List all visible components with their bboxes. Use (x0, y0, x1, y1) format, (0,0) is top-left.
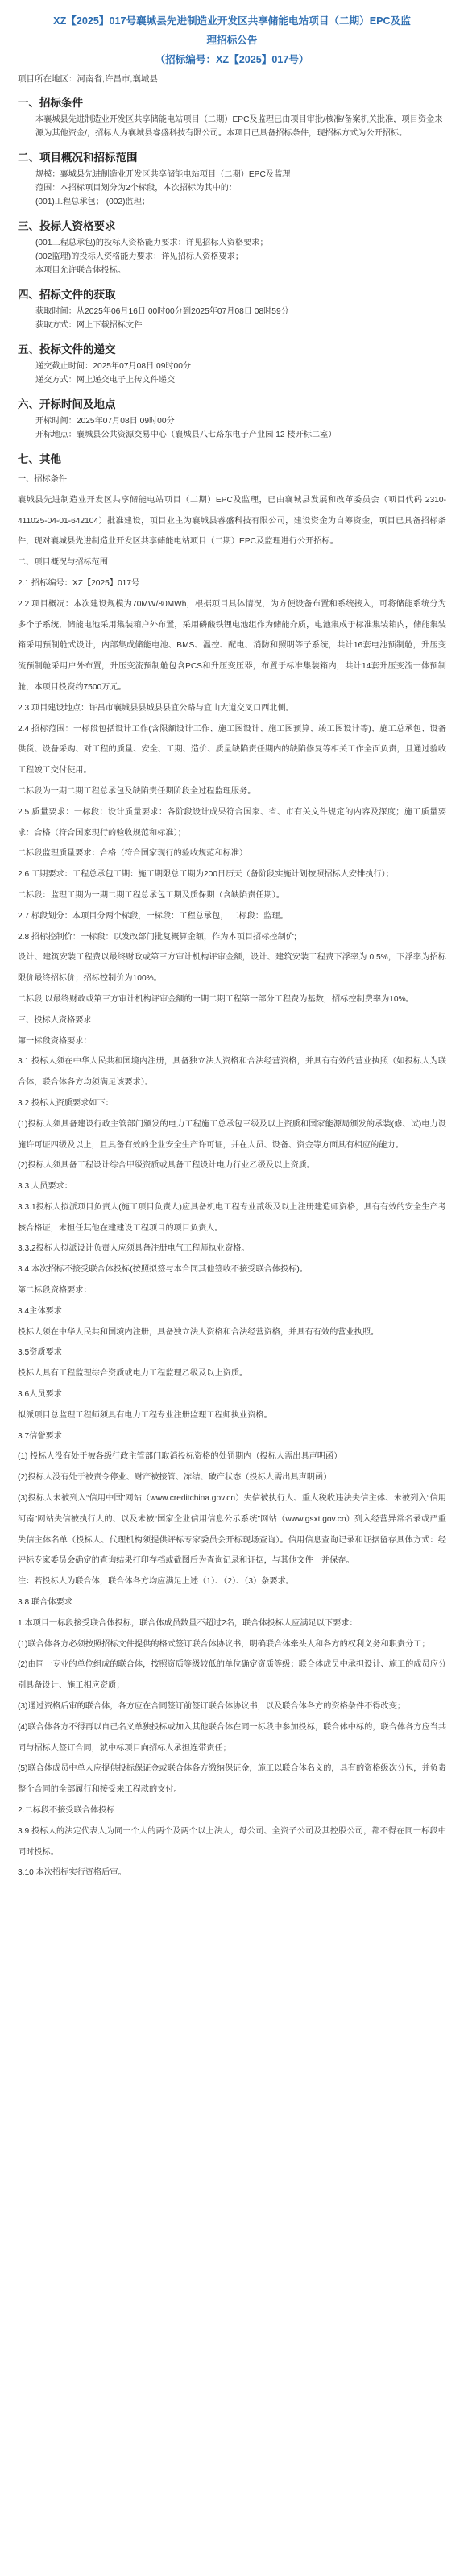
section-heading-6: 六、开标时间及地点 (18, 398, 116, 410)
other-paragraph: 2.7 标段划分：本项目分两个标段，一标段：工程总承包， 二标段：监理。 (18, 911, 288, 921)
other-paragraph: 一、招标条件 (18, 475, 68, 484)
section-4-rows (18, 305, 446, 332)
other-paragraph: (2)投标人没有处于被责令停业、财产被接管、冻结、破产状态（投标人需出具声明函） (18, 1473, 332, 1483)
other-paragraph: 三、投标人资格要求 (18, 1015, 92, 1025)
other-paragraph: (5)联合体成员中单人应提供投标保证金或联合体各方缴纳保证金，施工以联合体名义的，具有的资格级次分包，并负责整个合同的全部履行和接受来工程款的支付。 (18, 1764, 447, 1795)
other-paragraph: 1.本项目一标段接受联合体投标，联合体成员数量不超过2名，联合体投标人应满足以下要求： (18, 1618, 358, 1628)
section-heading-5: 五、投标文件的递交 (18, 343, 116, 356)
section-heading-1: 一、招标条件 (18, 97, 83, 109)
other-paragraph: (1)联合体各方必须按照招标文件提供的格式签订联合体协议书，明确联合体牵头人和各方的权利义务和职责分工； (18, 1639, 430, 1649)
section-heading-7: 七、其他 (18, 453, 61, 465)
other-paragraph: 3.3.2投标人拟派设计负责人应须具备注册电气工程师执业资格。 (18, 1244, 250, 1254)
section-6-rows (18, 414, 446, 442)
other-paragraph: (4)联合体各方不得再以自己名义单独投标或加入其他联合体在同一标段中参加投标，联合体中标的，联合体各方应当共同与招标人签订合同，就中标项目向招标人承担连带责任； (18, 1722, 447, 1753)
section-5-rows (18, 360, 446, 387)
other-paragraph: 襄城县先进制造业开发区共享储能电站项目（二期）EPC及监理，已由襄城县发展和改革委员会（项目代码 2310-411025-04-01-642104）批准建设，项目业主为襄城县睿盛科技有限公司，建设资金为自筹资金，项目已具备招标条件，现对襄城县先进制造业开发区共享储能电站项目（二期）EPC及监理进行公开招标。 (18, 495, 446, 547)
other-paragraph: 3.5资质要求 (18, 1348, 62, 1358)
other-paragraph: 3.10 本次招标实行资格后审。 (18, 1868, 126, 1878)
other-paragraph: 3.8 联合体要求 (18, 1598, 72, 1608)
section-3-rows (18, 236, 446, 277)
other-paragraph: 二标段 以最终财政或第三方审计机构评审金额的一期二期工程第一部分工程费为基数，招标控制费率为10%。 (18, 994, 414, 1004)
qualification-row: (001工程总承包)的投标人资格能力要求：详见招标人资格要求； (35, 239, 268, 248)
other-paragraph: 二、项目概况与招标范围 (18, 558, 109, 568)
other-paragraph: (2)投标人须具备工程设计综合甲级资质或具备工程设计电力行业乙级及以上资质。 (18, 1161, 316, 1171)
scope-row: 规模：襄城县先进制造业开发区共享储能电站项目（二期）EPC及监理 (35, 170, 291, 179)
title-line-2: 理招标公告 (206, 35, 258, 46)
other-section-body (18, 469, 446, 1883)
project-location: 项目所在地区：河南省,许昌市,襄城县 (18, 74, 158, 84)
other-paragraph: 二标段：监理工期为一期二期工程总承包工期及质保期（含缺陷责任期）。 (18, 890, 285, 900)
other-paragraph: 2.二标段不接受联合体投标 (18, 1806, 115, 1815)
other-paragraph: 2.5 质量要求：一标段：设计质量要求：各阶段设计成果符合国家、省、市有关文件规定的内容及深度；施工质量要求：合格（符合国家现行的验收规范和标准）； (18, 807, 446, 838)
other-paragraph: 2.3 项目建设地点：许昌市襄城县县城县县宜公路与宜山大道交叉口西北侧。 (18, 703, 294, 713)
other-paragraph: 二标段为一期二期工程总承包及缺陷责任期阶段全过程监理服务。 (18, 786, 256, 796)
other-paragraph: 第二标段资格要求： (18, 1286, 92, 1296)
other-paragraph: 设计、建筑安装工程费以最终财政或第三方审计机构评审金额，设计、建筑安装工程费下浮率为 0.5%，下浮率为招标限价最终招标价；招标控制价为100%。 (18, 953, 446, 984)
other-paragraph: 第一标段资格要求： (18, 1036, 92, 1046)
other-paragraph: (1)投标人须具备建设行政主管部门颁发的电力工程施工总承包三级及以上资质和国家能源局颁发的承装(修、试)电力设施许可证四级及以上，且具备有效的企业安全生产许可证，并在人员、设备、资金等方面具有相应的能力。 (18, 1119, 446, 1150)
other-paragraph: 3.6人员要求 (18, 1390, 62, 1400)
other-paragraph: 3.2 投标人资质要求如下： (18, 1098, 114, 1108)
other-paragraph: 3.4 本次招标不接受联合体投标(按照拟签与本合同其他签收不接受联合体投标)。 (18, 1265, 308, 1275)
other-paragraph: 投标人须在中华人民共和国境内注册，具备独立法人资格和合法经营资格，并具有有效的营业执照。 (18, 1327, 379, 1337)
section-heading-3: 三、投标人资格要求 (18, 220, 116, 232)
section-2-rows (18, 168, 446, 209)
other-paragraph: 3.3 人员要求： (18, 1182, 72, 1192)
other-paragraph: (3)投标人未被列入“信用中国”网站（www.creditchina.gov.cn）失信被执行人、重大税收违法失信主体、未被列入“信用河南”网站失信被执行人的、以及未被“国家企业信用信息公示系统”网站（www.gsxt.gov.cn）列入经营异常名录或严重失信主体名单（投标人、代理机构须提供评标专家委员会开标现场查询）。信用信息查询记录和证据留存具体方式：经评标专家委员会确定的查询结果打印存档或截图后为查询记录和证据，与其他文件一并保存。 (18, 1494, 446, 1566)
opening-time: 开标时间：2025年07月08日 09时00分 (35, 417, 175, 426)
section-heading-4: 四、招标文件的获取 (18, 289, 116, 301)
page-title (18, 11, 446, 69)
obtain-time: 获取时间：从2025年06月16日 00时00分到2025年07月08日 08时59分 (35, 307, 289, 316)
section-heading-2: 二、项目概况和招标范围 (18, 152, 138, 164)
submission-deadline: 递交截止时间：2025年07月08日 09时00分 (35, 362, 192, 371)
other-paragraph: 3.1 投标人须在中华人民共和国境内注册，具备独立法人资格和合法经营资格，并具有有效的营业执照（如投标人为联合体，联合体各方均须满足该要求）。 (18, 1057, 446, 1088)
other-paragraph: (1) 投标人没有处于被各级行政主管部门取消投标资格的处罚期内（投标人需出具声明函） (18, 1452, 342, 1462)
other-paragraph: 3.9 投标人的法定代表人为同一个人的两个及两个以上法人，母公司、全资子公司及其控股公司，都不得在同一标段中同时投标。 (18, 1826, 446, 1857)
opening-location: 开标地点：襄城县公共资源交易中心（襄城县八七路东电子产业园 12 楼开标二室） (35, 431, 337, 439)
section-text-1: 本襄城县先进制造业开发区共享储能电站项目（二期）EPC及监理已由项目审批/核准/备案机关批准，项目资金来源为其他资金/，招标人为襄城县睿盛科技有限公司。本项目已具备招标条件，现招标方式为公开招标。 (35, 115, 443, 138)
other-paragraph: 2.6 工期要求：工程总承包工期：施工期限总工期为200日历天（备阶段实施计划按照招标人安排执行）； (18, 870, 394, 880)
other-paragraph: 3.3.1投标人拟派项目负责人(施工项目负责人)应具备机电工程专业贰级及以上注册建造师资格，具有有效的安全生产考核合格证，未担任其他在建建设工程项目的项目负责人。 (18, 1202, 446, 1233)
other-paragraph: (3)通过资格后审的联合体，各方应在合同签订前签订联合体协议书，以及联合体各方的资格条件不得改变； (18, 1702, 406, 1712)
obtain-method: 获取方式：网上下载招标文件 (35, 321, 143, 330)
other-paragraph: 2.2 项目概况：本次建设规模为70MW/80MWh，根据项目具体情况，为方便设备布置和系统接入，可将储能系统分为多个子系统，储能电池采用集装箱户外布置，采用磷酸铁锂电池组作为储能介质，电池集成于标准集装箱内，储能集装箱采用预制舱式设计，内部集成储能电池、BMS、温控、配电、消防和照明等子系统，共计16套电池预制舱，升压变流预制舱采用户外布置，升压变流预制舱包含PCS和升压变压器，布置于标准集装箱内，共计14套升压变流一体预制舱，本项目投资约7500万元。 (18, 599, 446, 692)
other-paragraph: 2.4 招标范围：一标段包括设计工作(含限额设计工作、施工图设计、施工图预算、竣工图设计等)、施工总承包、设备供货、设备采购、对工程的质量、安全、工期、造价、质量缺陷责任期内的缺陷修复等相关工作全面负责，且通过验收工程竣工交付使用。 (18, 724, 446, 776)
scope-row: 范围：本招标项目划分为2个标段，本次招标为其中的： (35, 184, 238, 193)
qualification-row: (002监理)的投标人资格能力要求：详见招标人资格要求； (35, 252, 244, 261)
other-paragraph: 2.8 招标控制价：一标段：以发改部门批复概算金额，作为本项目招标控制价; (18, 932, 296, 942)
other-paragraph: 3.7信誉要求 (18, 1431, 62, 1441)
other-paragraph: 二标段监理质量要求：合格（符合国家现行的验收规范和标准） (18, 849, 248, 859)
other-paragraph: 拟派项目总监理工程师须具有电力工程专业注册监理工程师执业资格。 (18, 1410, 272, 1420)
other-paragraph: 3.4主体要求 (18, 1306, 62, 1316)
lots-row: (001)工程总承包； (002)监理； (35, 198, 151, 206)
other-paragraph: 注：若投标人为联合体，联合体各方均应满足上述（1）、（2）、（3）条要求。 (18, 1577, 294, 1587)
submission-method: 递交方式：网上递交电子上传文件递交 (35, 376, 176, 385)
title-tender-number: （招标编号：XZ【2025】017号） (155, 54, 309, 65)
other-paragraph: 投标人具有工程监理综合资质或电力工程监理乙级及以上资质。 (18, 1369, 248, 1379)
other-paragraph: (2)由同一专业的单位组成的联合体，按照资质等级较低的单位确定资质等级；联合体成员中承担设计、施工的成员应分别具备设计、施工相应资质； (18, 1660, 447, 1691)
other-paragraph: 2.1 招标编号：XZ【2025】017号 (18, 578, 140, 588)
qualification-row: 本项目允许联合体投标。 (35, 266, 126, 275)
title-line-1: XZ【2025】017号襄城县先进制造业开发区共享储能电站项目（二期）EPC及监 (53, 15, 411, 27)
